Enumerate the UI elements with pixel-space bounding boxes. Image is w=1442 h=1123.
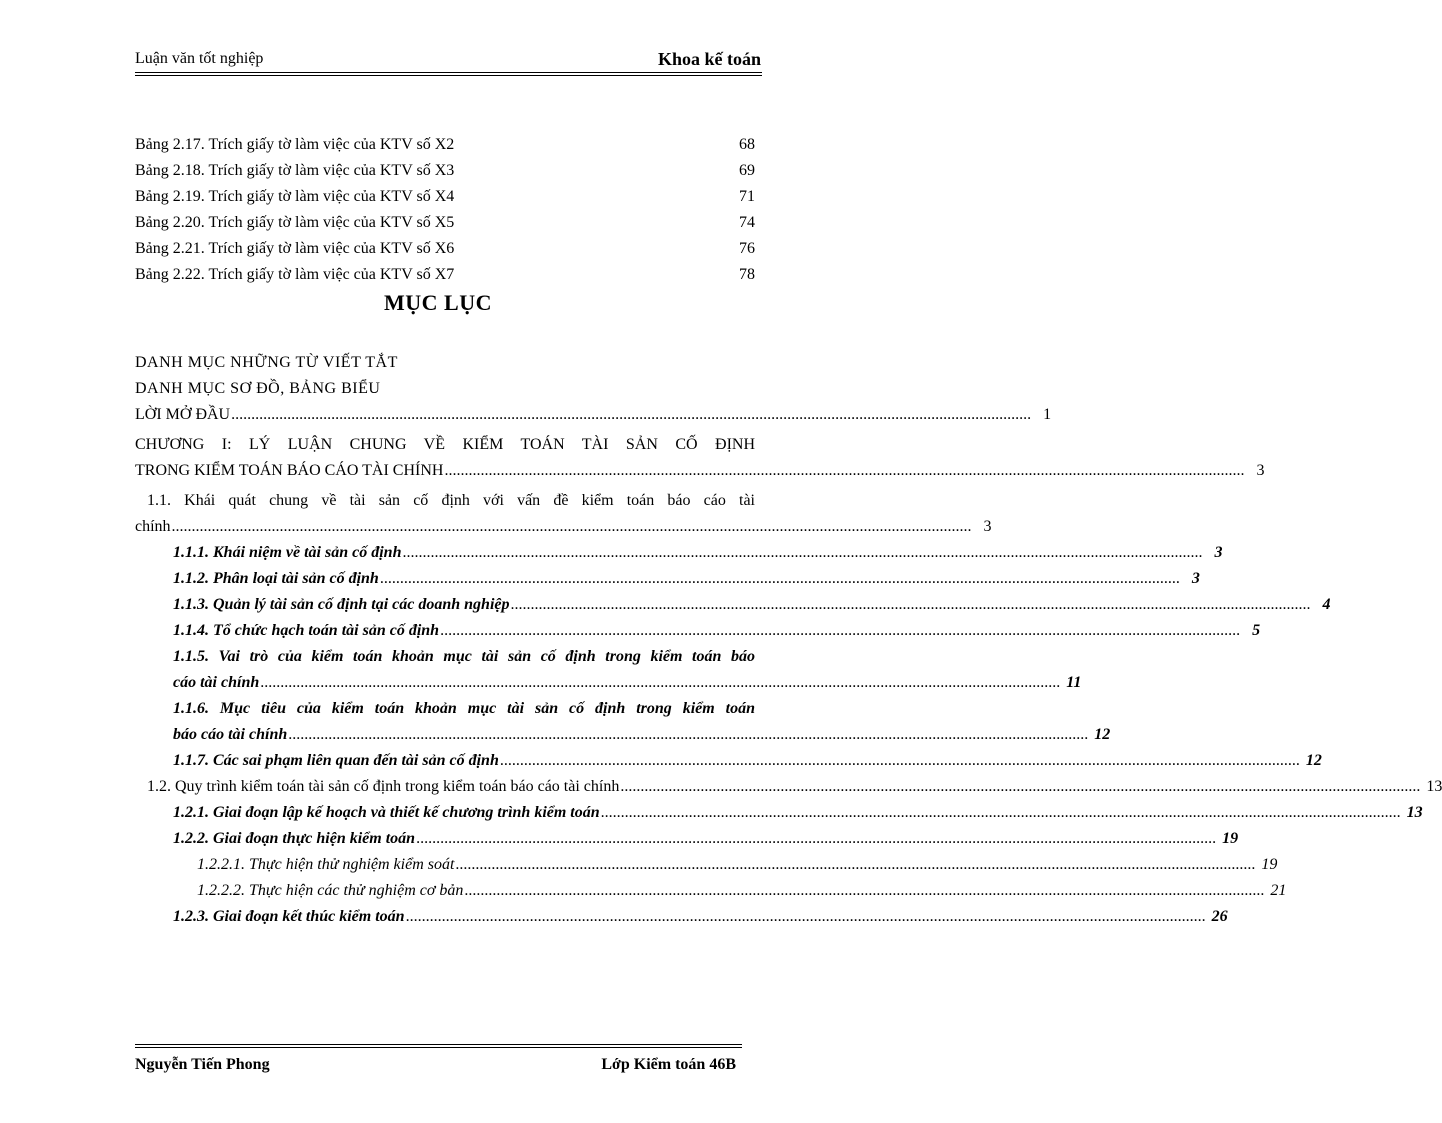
leader-dots: ........................................................................................................................................................................................................ [288,726,1089,743]
table-label: Bảng 2.17. Trích giấy tờ làm việc của KTV số X2 [135,136,455,153]
table-list-item [135,262,755,288]
leader-dots: ........................................................................................................................................................................................................ [455,856,1256,873]
leader-dots: ........................................................................................................................................................................................................ [620,778,1421,795]
toc-entry-page: 11 [1066,674,1082,691]
toc-section-1-1-2 [135,566,1200,592]
table-page: 78 [739,266,755,283]
toc-section-1-2-2 [135,826,1239,852]
leader-dots: ........................................................................................................................................................................................................ [464,882,1265,899]
footer-class: Lớp Kiểm toán 46B [601,1056,736,1073]
toc-entry-page: 19 [1222,830,1239,847]
toc-entry-label: 1.1.1. Khái niệm về tài sản cố định [173,544,402,561]
toc-section-1-2-1 [135,800,1423,826]
table-label: Bảng 2.18. Trích giấy tờ làm việc của KTV số X3 [135,162,455,179]
toc-entry-label: 1.2.3. Giai đoạn kết thúc kiểm toán [173,908,405,925]
table-list-item [135,158,755,184]
leader-dots: ........................................................................................................................................................................................................ [379,570,1180,587]
header-faculty-label: Khoa kế toán [657,49,761,69]
toc-entry-page: 12 [1305,752,1322,769]
table-list-item [135,236,755,262]
toc-title: MỤC LỤC [384,290,492,315]
leader-dots: ........................................................................................................................................................................................................ [444,462,1245,479]
toc-section-1-2-2-2 [135,878,1287,904]
toc-section-1-1-4 [135,618,1261,644]
toc-chapter-1-line1: CHƯƠNG I: LÝ LUẬN CHUNG VỀ KIỂM TOÁN TÀI SẢN CỐ ĐỊNH [135,436,755,453]
toc-entry-page: 13 [1406,804,1423,821]
toc-entry-label: 1.2.2.2. Thực hiện các thử nghiệm cơ bản [197,882,464,899]
table-list [135,132,755,288]
toc-entry-page: 26 [1211,908,1228,925]
table-list-item [135,210,755,236]
toc-entry-page: 5 [1252,622,1261,639]
toc-section-1-1-7 [135,748,1322,774]
toc-entry-label: 1.1.2. Phân loại tài sản cố định [173,570,379,587]
leader-dots: ........................................................................................................................................................................................................ [416,830,1217,847]
toc-abbreviations: DANH MỤC NHỮNG TỪ VIẾT TẮT [135,354,398,371]
table-label: Bảng 2.20. Trích giấy tờ làm việc của KTV số X5 [135,214,455,231]
leader-dots: ........................................................................................................................................................................................................ [171,518,972,535]
toc-entry-label: 1.2.1. Giai đoạn lập kế hoạch và thiết kế chương trình kiểm toán [173,804,600,821]
toc-section-1-1-6 [135,722,1111,748]
toc-entry-label: cáo tài chính [173,674,260,691]
toc-entry-label: LỜI MỞ ĐẦU [135,406,231,423]
toc-entry-label: báo cáo tài chính [173,726,288,743]
header-rule-inner [135,75,762,76]
toc-entry-label: 1.2. Quy trình kiểm toán tài sản cố định trong kiểm toán báo cáo tài chính [147,778,620,795]
toc-section-1-2-3 [135,904,1228,930]
toc-entry-label: 1.1.3. Quản lý tài sản cố định tại các doanh nghiệp [173,596,510,613]
toc-section-1-1-5 [135,670,1082,696]
toc-section-1-1-6-line1: 1.1.6. Mục tiêu của kiểm toán khoản mục tài sản cố định trong kiểm toán [173,700,755,717]
toc-entry-page: 13 [1426,778,1442,795]
toc-figures-list: DANH MỤC SƠ ĐỒ, BẢNG BIỂU [135,380,381,397]
leader-dots: ........................................................................................................................................................................................................ [499,752,1300,769]
table-label: Bảng 2.21. Trích giấy tờ làm việc của KTV số X6 [135,240,455,257]
leader-dots: ........................................................................................................................................................................................................ [402,544,1203,561]
toc-section-1-1-5-line1: 1.1.5. Vai trò của kiểm toán khoản mục tài sản cố định trong kiểm toán báo [173,648,755,665]
toc-entry-label: 1.2.2.1. Thực hiện thử nghiệm kiểm soát [197,856,455,873]
toc-entry-intro [135,402,1052,428]
leader-dots: ........................................................................................................................................................................................................ [510,596,1311,613]
toc-entry-page: 12 [1094,726,1111,743]
toc-entry-page: 21 [1270,882,1287,899]
footer-rule [135,1044,742,1045]
table-page: 74 [739,214,755,231]
toc-entry-page: 3 [983,518,992,535]
toc-entry-page: 3 [1214,544,1223,561]
toc-entry-page: 1 [1043,406,1052,423]
table-of-contents [135,350,1442,930]
footer-rule-inner [135,1047,742,1048]
table-list-item [135,184,755,210]
toc-entry-page: 3 [1191,570,1200,587]
footer-author: Nguyễn Tiến Phong [135,1056,270,1073]
toc-entry-label: 1.2.2. Giai đoạn thực hiện kiểm toán [173,830,416,847]
toc-section-1-1 [135,514,992,540]
toc-entry-label: 1.1.4. Tổ chức hạch toán tài sản cố định [173,622,440,639]
toc-entry-label: TRONG KIỂM TOÁN BÁO CÁO TÀI CHÍNH [135,462,444,479]
table-page: 71 [739,188,755,205]
toc-entry-page: 19 [1261,856,1278,873]
header-thesis-label: Luận văn tốt nghiệp [135,50,264,67]
toc-section-1-1-1 [135,540,1223,566]
table-page: 69 [739,162,755,179]
leader-dots: ........................................................................................................................................................................................................ [405,908,1206,925]
table-page: 76 [739,240,755,257]
table-label: Bảng 2.22. Trích giấy tờ làm việc của KTV số X7 [135,266,455,283]
table-page: 68 [739,136,755,153]
toc-entry-label: 1.1.7. Các sai phạm liên quan đến tài sản cố định [173,752,499,769]
toc-entry-page: 4 [1322,596,1331,613]
toc-section-1-2-2-1 [135,852,1278,878]
toc-chapter-1 [135,458,1265,484]
leader-dots: ........................................................................................................................................................................................................ [440,622,1241,639]
leader-dots: ........................................................................................................................................................................................................ [231,406,1032,423]
toc-entry-label: chính [135,518,171,535]
table-label: Bảng 2.19. Trích giấy tờ làm việc của KTV số X4 [135,188,455,205]
toc-entry-page: 3 [1256,462,1265,479]
leader-dots: ........................................................................................................................................................................................................ [600,804,1401,821]
toc-section-1-1-line1: 1.1. Khái quát chung về tài sản cố định với vấn đề kiểm toán báo cáo tài [147,492,755,509]
header-rule [135,72,762,73]
leader-dots: ........................................................................................................................................................................................................ [260,674,1061,691]
toc-section-1-1-3 [135,592,1331,618]
toc-section-1-2 [135,774,1442,800]
table-list-item [135,132,755,158]
